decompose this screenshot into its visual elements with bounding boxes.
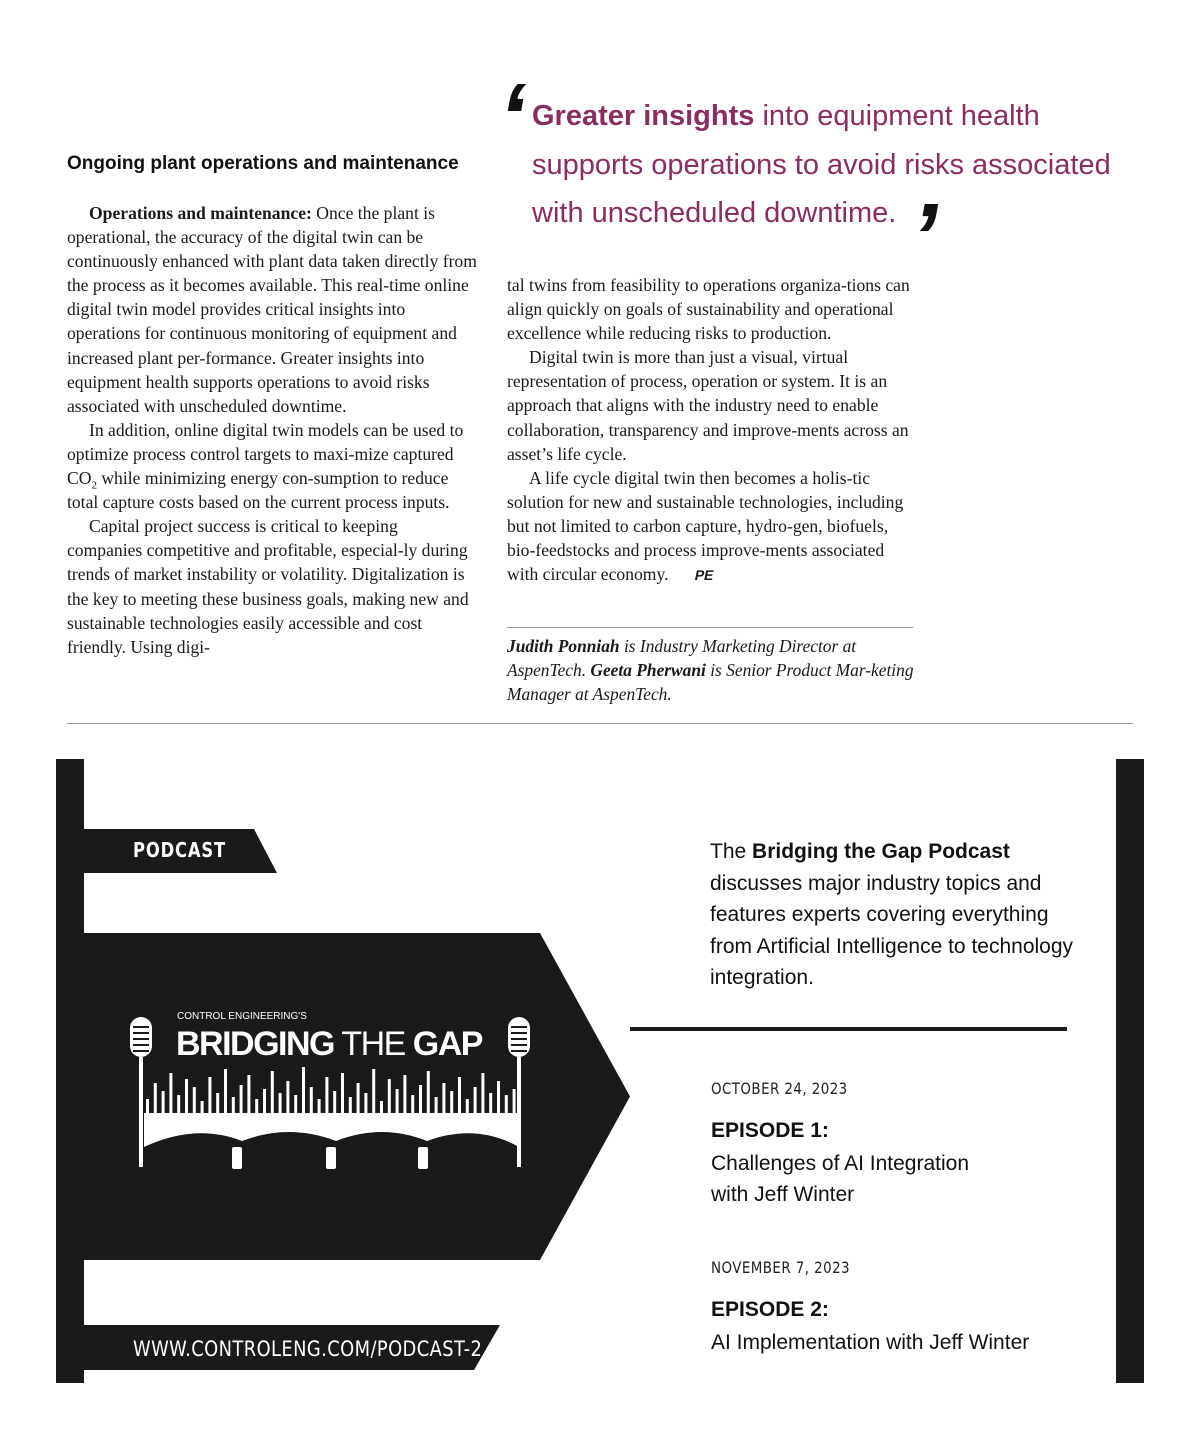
sound-wave-bar: [255, 1099, 258, 1113]
sound-wave-bar: [435, 1097, 438, 1113]
bridge-pillar: [326, 1147, 336, 1169]
sound-wave-icon: [146, 1067, 516, 1113]
bio-text: is Senior Product Mar-keting Manager at AspenTech.: [507, 660, 914, 705]
pull-quote-bold: Greater insights: [532, 100, 755, 132]
sound-wave-bar: [497, 1081, 500, 1113]
sound-wave-bar: [146, 1099, 149, 1113]
sound-wave-bar: [232, 1097, 235, 1113]
sound-wave-bar: [505, 1095, 508, 1113]
sound-wave-bar: [458, 1077, 461, 1113]
sound-wave-bar: [201, 1101, 204, 1113]
paragraph-text: In addition, online digital twin models can be used to optimize process control targets to maxi-mize captured CO: [67, 419, 464, 489]
sound-wave-bar: [177, 1095, 180, 1113]
sound-wave-bar: [185, 1079, 188, 1113]
sound-wave-bar: [224, 1069, 227, 1113]
episode-2-number: EPISODE 2:: [711, 1298, 829, 1321]
sound-wave-bar: [380, 1101, 383, 1113]
paragraph-text: A life cycle digital twin then becomes a holis-tic solution for new and sustainable technologies, including but not limited to carbon capture, hydro-gen, biofuels, bio-feedstocks and process improve-ments associated with circular economy.: [507, 467, 904, 585]
paragraph: Digital twin is more than just a visual, virtual representation of process, operation or system. It is an approach that aligns with the industry need to enable collaboration, transparency and improve-ments across an asset’s life cycle.: [507, 347, 909, 464]
bio-text: is Industry Marketing Director at AspenTech.: [507, 636, 857, 681]
section-heading: Ongoing plant operations and maintenance: [67, 153, 459, 174]
sound-wave-bar: [489, 1093, 492, 1113]
bridging-the-gap-logo: [124, 1005, 544, 1185]
podcast-url-link[interactable]: WWW.CONTROLENG.COM/PODCAST-2: [133, 1337, 483, 1361]
sound-wave-bar: [154, 1083, 157, 1113]
logo-small-text: CONTROL ENGINEERING'S: [177, 1011, 307, 1022]
sound-wave-bar: [481, 1073, 484, 1113]
author-name: Geeta Pherwani: [590, 660, 706, 681]
open-quote-mark: ‘: [490, 64, 537, 171]
sound-wave-bar: [162, 1091, 165, 1113]
pull-quote-text: into equipment health supports operations to avoid risks associated with unscheduled downtime.: [532, 100, 1111, 229]
sound-wave-bar: [388, 1079, 391, 1113]
run-in-heading: Operations and maintenance:: [89, 203, 312, 223]
sound-wave-bar: [263, 1089, 266, 1113]
sound-wave-bar: [403, 1075, 406, 1113]
paragraph: Capital project success is critical to keeping companies competitive and profitable, especial-ly during trends of market instability or volatility. Digitalization is the key to meeting these business goals, making new and sustainable technologies easily accessible and cost friendly. Using digi-: [67, 516, 469, 657]
sound-wave-bar: [216, 1093, 219, 1113]
author-bio: [507, 634, 917, 706]
sound-wave-bar: [427, 1071, 430, 1113]
frame-bar-left: [56, 759, 84, 1383]
sound-wave-bar: [286, 1081, 289, 1113]
sound-wave-bar: [450, 1091, 453, 1113]
sound-wave-bar: [372, 1069, 375, 1113]
bridge-icon: [144, 1113, 519, 1147]
paragraph-text: Once the plant is operational, the accuracy of the digital twin can be continuously enhanced with plant data taken directly from the process as it becomes available. This real-time online digital twin model provides critical insights into operations for continuous monitoring of equipment and increased plant per-formance. Greater insights into equipment health supports operations to avoid risks associated with unscheduled downtime.: [67, 203, 477, 416]
paragraph-text: while minimizing energy con-sumption to reduce total capture costs based on the current process inputs.: [67, 468, 450, 513]
sound-wave-bar: [240, 1085, 243, 1113]
podcast-tag-label: PODCAST: [133, 838, 227, 862]
bridge-pillar: [232, 1147, 242, 1169]
sound-wave-bar: [419, 1085, 422, 1113]
sound-wave-bar: [247, 1075, 250, 1113]
sound-wave-bar: [169, 1073, 172, 1113]
author-name: Judith Ponniah: [507, 636, 620, 656]
paragraph: [507, 466, 912, 587]
sound-wave-bar: [349, 1097, 352, 1113]
end-mark-icon: PE: [692, 567, 715, 584]
sound-wave-bar: [466, 1099, 469, 1113]
close-quote-mark: ’: [902, 184, 949, 291]
sound-wave-bar: [411, 1095, 414, 1113]
sound-wave-bar: [442, 1083, 445, 1113]
blurb-bold: Bridging the Gap Podcast: [752, 840, 1010, 863]
sound-wave-bar: [341, 1073, 344, 1113]
bridge-pillar: [418, 1147, 428, 1169]
logo-title: BRIDGING THE GAP: [176, 1025, 482, 1063]
paragraph: [67, 201, 477, 418]
article-column-1: [67, 201, 477, 659]
sound-wave-bar: [513, 1089, 516, 1113]
sound-wave-bar: [271, 1071, 274, 1113]
sound-wave-bar: [318, 1099, 321, 1113]
paragraph: tal twins from feasibility to operations organiza-tions can align quickly on goals of sustainability and operational excellence while reducing risks to production.: [507, 275, 910, 344]
sound-wave-bar: [279, 1093, 282, 1113]
sound-wave-bar: [310, 1087, 313, 1113]
sound-wave-bar: [325, 1077, 328, 1113]
episode-1-number: EPISODE 1:: [711, 1119, 829, 1142]
sound-wave-bar: [364, 1093, 367, 1113]
sound-wave-bar: [396, 1089, 399, 1113]
blurb-prefix: The: [710, 840, 753, 863]
episode-1-title[interactable]: Challenges of AI Integration with Jeff Winter: [711, 1152, 970, 1206]
sound-wave-bar: [302, 1067, 305, 1113]
sound-wave-bar: [333, 1091, 336, 1113]
blurb-divider: [630, 1027, 1067, 1031]
podcast-blurb: [710, 836, 1090, 994]
sound-wave-bar: [193, 1087, 196, 1113]
episode-1-date: OCTOBER 24, 2023: [711, 1079, 848, 1098]
sound-wave-bar: [357, 1083, 360, 1113]
article-column-2: [507, 273, 912, 587]
pull-quote: [532, 92, 1152, 238]
paragraph: [67, 418, 477, 514]
episode-2-date: NOVEMBER 7, 2023: [711, 1258, 851, 1277]
sound-wave-bar: [474, 1087, 477, 1113]
subscript: 2: [91, 479, 97, 492]
bio-divider: [507, 627, 913, 628]
sound-wave-bar: [294, 1095, 297, 1113]
blurb-text: discusses major industry topics and features experts covering everything from Artificial Intelligence to technology integration.: [710, 871, 1074, 989]
sound-wave-bar: [208, 1077, 211, 1113]
episode-2-title[interactable]: AI Implementation with Jeff Winter: [711, 1331, 1030, 1354]
frame-bar-right: [1116, 759, 1144, 1383]
page-divider: [67, 723, 1133, 724]
